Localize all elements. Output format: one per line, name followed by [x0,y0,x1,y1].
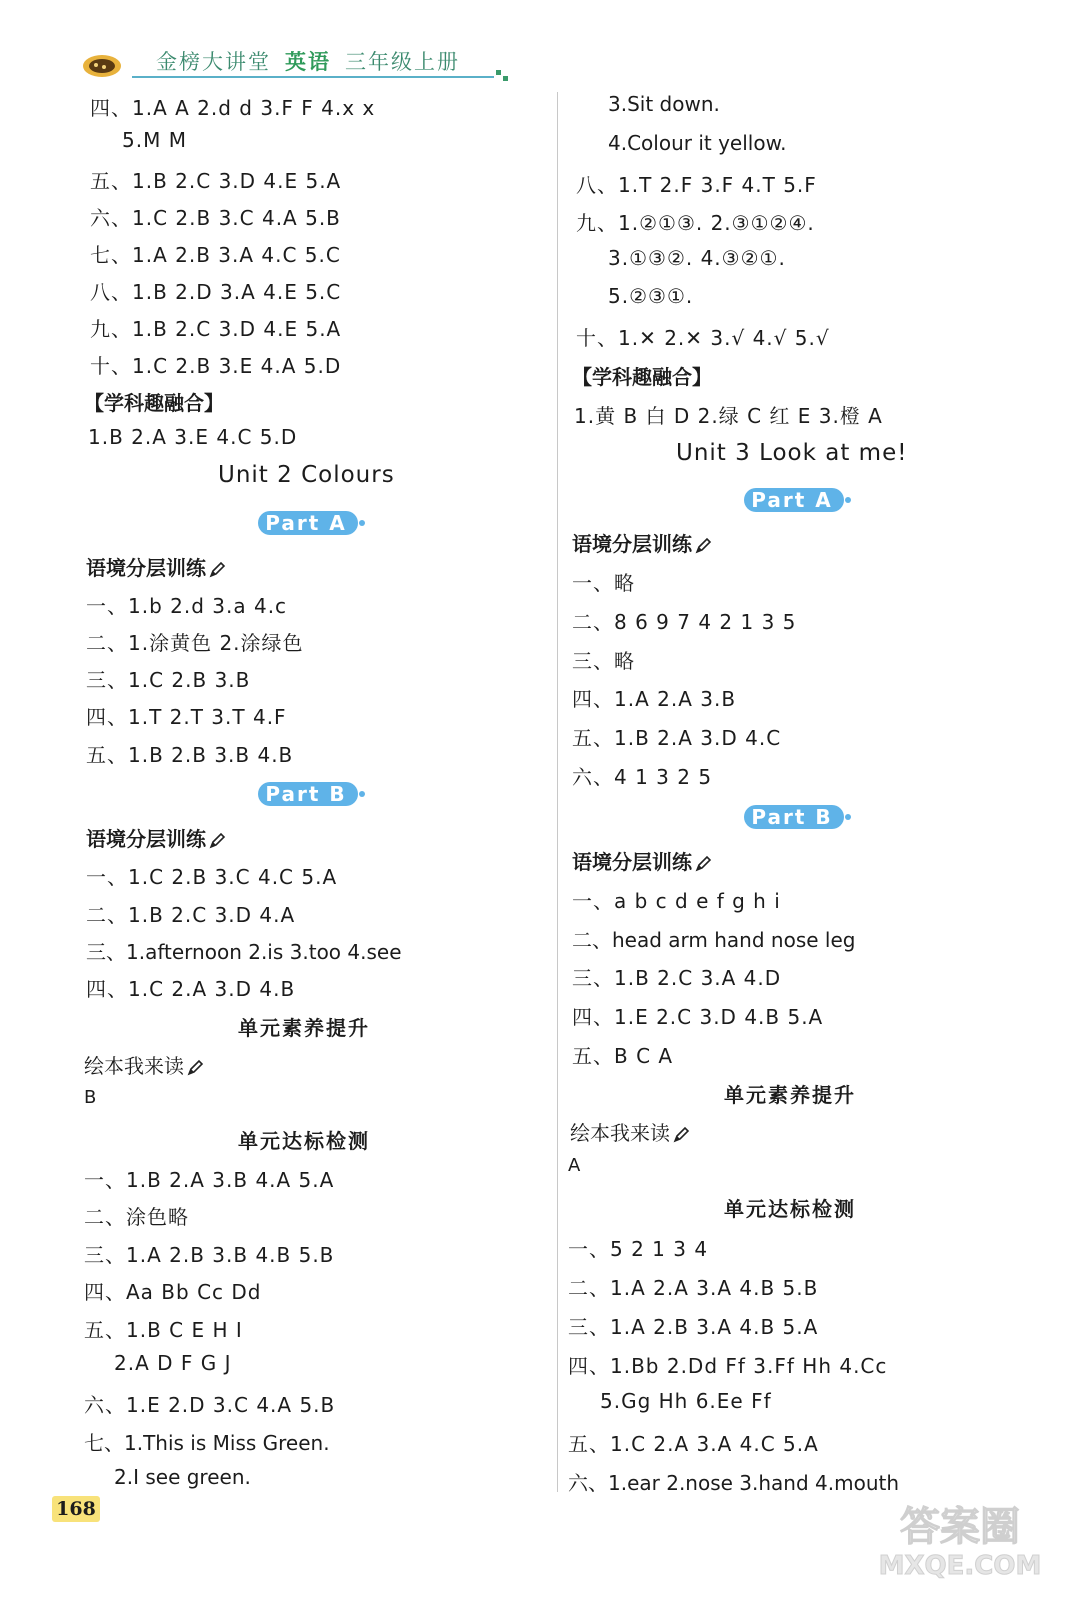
answer-line: 十、1.C 2.B 3.E 4.A 5.D [90,354,342,378]
section-heading-text: 语境分层训练 [572,850,692,874]
answer-line: 十、1.✕ 2.✕ 3.√ 4.√ 5.√ [576,326,830,350]
answer-line: 三、1.afternoon 2.is 3.too 4.see [86,940,402,964]
logo-icon [82,52,122,78]
answer-line: 二、1.A 2.A 3.A 4.B 5.B [568,1276,819,1300]
header-title [156,46,460,76]
answer-line: 四、1.E 2.C 3.D 4.B 5.A [572,1005,824,1029]
answer-line: 1.黄 B 白 D 2.绿 C 红 E 3.橙 A [574,404,883,428]
watermark-logo [876,1488,1046,1583]
pencil-icon [694,855,712,873]
watermark-top-text: 答案圈 [900,1504,1020,1550]
answer-line: 四、1.Bb 2.Dd Ff 3.Ff Hh 4.Cc [568,1354,888,1378]
answer-line: 一、1.C 2.B 3.C 4.C 5.A [86,865,338,889]
answer-line: 三、1.A 2.B 3.A 4.B 5.A [568,1315,819,1339]
part-a-label: Part A [751,488,833,512]
answer-line: 六、1.C 2.B 3.C 4.A 5.B [90,206,341,230]
answer-line: 四、1.T 2.T 3.T 4.F [86,705,287,729]
answer-line: 三、1.A 2.B 3.B 4.B 5.B [84,1243,335,1267]
answer-line: 五、1.B 2.B 3.B 4.B [86,743,294,767]
part-b-label: Part B [265,782,347,806]
test-heading: 单元达标检测 [238,1129,370,1153]
part-b-label: Part B [751,805,833,829]
pencil-icon [672,1126,690,1144]
answer-line: 三、1.C 2.B 3.B [86,668,251,692]
answer-line: 5.②③①. [608,284,694,308]
answer-line: 2.I see green. [114,1465,251,1489]
answer-line: 三、略 [572,649,635,673]
answer-line: 七、1.A 2.B 3.A 4.C 5.C [90,243,341,267]
pencil-icon [208,561,226,579]
pencil-icon [186,1059,204,1077]
header-grade: 三年级上册 [345,50,460,74]
answer-line: 四、1.A A 2.d d 3.F F 4.x x [90,96,376,120]
answer-line: 五、1.B C E H I [84,1318,243,1342]
answer-line: 3.①③②. 4.③②①. [608,246,786,270]
answer-line: 三、1.B 2.C 3.A 4.D [572,966,782,990]
answer-line: 5.Gg Hh 6.Ee Ff [600,1389,772,1413]
answer-line: 一、a b c d e f g h i [572,889,781,913]
answer-line: 八、1.B 2.D 3.A 4.E 5.C [90,280,342,304]
answer-line: 九、1.B 2.C 3.D 4.E 5.A [90,317,342,341]
page-header [82,42,512,82]
header-underline [132,76,494,78]
answer-line: 3.Sit down. [608,92,720,116]
answer-line: 1.B 2.A 3.E 4.C 5.D [88,425,298,449]
answer-line: 一、略 [572,571,635,595]
unit-title: Unit 3 Look at me! [676,440,908,466]
reading-heading-text: 绘本我来读 [570,1121,670,1145]
answer-line: A [568,1155,582,1176]
section-heading [86,552,226,581]
answer-line: 5.M M [122,128,187,152]
header-brand: 金榜大讲堂 [156,50,271,74]
answer-line: 一、1.b 2.d 3.a 4.c [86,594,288,618]
fusion-heading: 【学科趣融合】 [84,391,224,415]
section-heading [86,823,226,852]
answer-line: 二、head arm hand nose leg [572,928,856,952]
pencil-icon [694,537,712,555]
literacy-heading: 单元素养提升 [238,1016,370,1040]
page-number: 168 [52,1496,100,1522]
answer-line: 二、1.B 2.C 3.D 4.A [86,903,296,927]
section-heading [572,846,712,875]
header-subject: 英语 [285,50,331,74]
part-a-label: Part A [265,511,347,535]
reading-heading [570,1117,690,1146]
answer-line: 六、1.ear 2.nose 3.hand 4.mouth [568,1471,900,1495]
watermark-bottom-text: MXQE.COM [878,1551,1042,1581]
answer-line: 四、1.C 2.A 3.D 4.B [86,977,296,1001]
section-heading-text: 语境分层训练 [572,532,692,556]
answer-line: 二、涂色略 [84,1205,189,1229]
answer-line: 二、1.涂黄色 2.涂绿色 [86,631,304,655]
part-a-badge [742,485,854,515]
answer-line: 八、1.T 2.F 3.F 4.T 5.F [576,173,817,197]
answer-line: 一、5 2 1 3 4 [568,1237,709,1261]
unit-title: Unit 2 Colours [218,462,395,488]
answer-line: 五、B C A [572,1044,674,1068]
part-b-badge [742,802,854,832]
answer-line: 一、1.B 2.A 3.B 4.A 5.A [84,1168,335,1192]
column-divider [557,92,558,1492]
reading-heading-text: 绘本我来读 [84,1054,184,1078]
test-heading: 单元达标检测 [724,1197,856,1221]
part-b-badge [256,779,368,809]
answer-line: 二、8 6 9 7 4 2 1 3 5 [572,610,797,634]
pencil-icon [208,832,226,850]
literacy-heading: 单元素养提升 [724,1083,856,1107]
answer-line: 五、1.C 2.A 3.A 4.C 5.A [568,1432,819,1456]
answer-line: 五、1.B 2.C 3.D 4.E 5.A [90,169,342,193]
answer-line: B [84,1087,98,1108]
answer-line: 四、Aa Bb Cc Dd [84,1280,262,1304]
answer-line: 九、1.②①③. 2.③①②④. [576,211,815,235]
section-heading-text: 语境分层训练 [86,556,206,580]
answer-line: 4.Colour it yellow. [608,131,787,155]
answer-line: 四、1.A 2.A 3.B [572,687,737,711]
part-a-badge [256,508,368,538]
answer-line: 五、1.B 2.A 3.D 4.C [572,726,782,750]
section-heading [572,528,712,557]
reading-heading [84,1050,204,1079]
fusion-heading: 【学科趣融合】 [572,365,712,389]
section-heading-text: 语境分层训练 [86,827,206,851]
header-dots-icon [496,68,510,82]
answer-line: 七、1.This is Miss Green. [84,1431,330,1455]
answer-line: 六、1.E 2.D 3.C 4.A 5.B [84,1393,336,1417]
answer-line: 六、4 1 3 2 5 [572,765,713,789]
answer-line: 2.A D F G J [114,1351,232,1375]
